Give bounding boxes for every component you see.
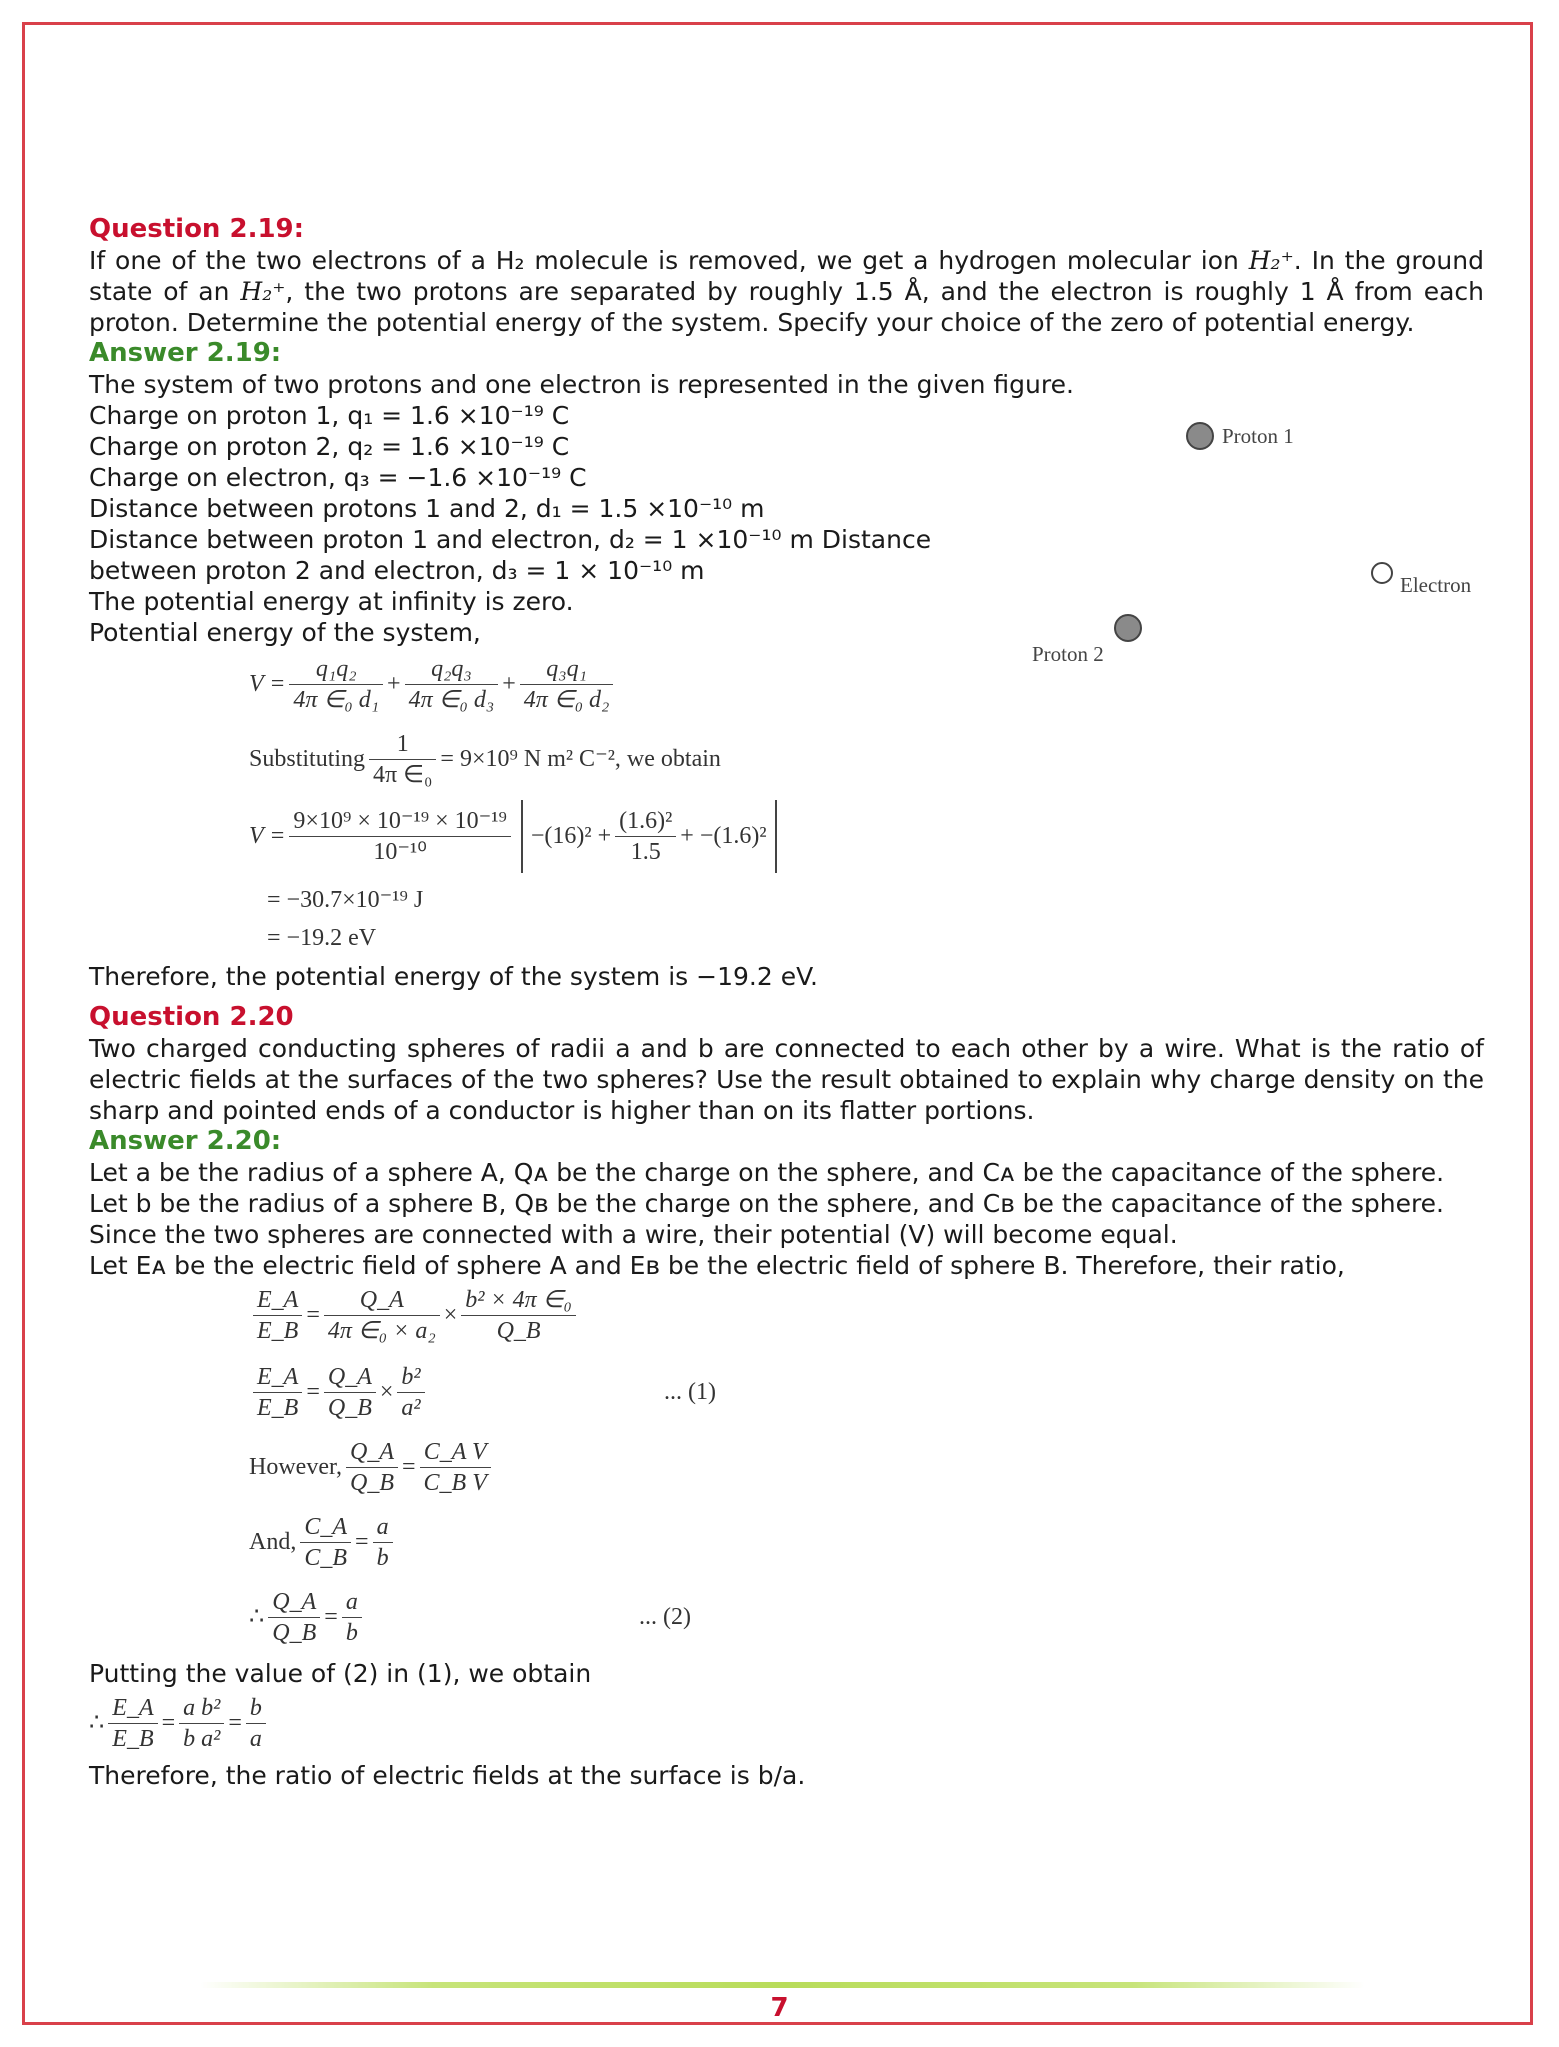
substitution-line (249, 729, 1484, 790)
frac-den: C_B (304, 1545, 348, 1571)
bracket-fraction (615, 806, 676, 867)
equals-sign: = (355, 1529, 369, 1555)
frac-num: b² (397, 1362, 424, 1393)
ratio-eq-3 (249, 1437, 1484, 1498)
frac-den: C_B V (423, 1470, 487, 1496)
equals-sign: = (402, 1454, 416, 1480)
question-2-20-text: Two charged conducting spheres of radii a and b are connected to each other by a wire. What is the ratio of electric fields at the surfaces of the two spheres? Use the result obtained to explain why charge density on the sharp and pointed ends of a conductor is higher than on its flatter portions. (89, 1034, 1484, 1125)
frac-num: Q_A (324, 1362, 376, 1393)
final-ratio-equation (89, 1693, 1484, 1754)
answer-line: between proton 2 and electron, d₃ = 1 × 10⁻¹⁰ m (89, 556, 705, 585)
footer-divider (200, 1982, 1365, 1988)
frac-num: a b² (179, 1693, 224, 1724)
subst-num: 1 (369, 729, 436, 760)
frac-den: E_B (257, 1318, 299, 1344)
answer-line: Let Eᴀ be the electric field of sphere A and Eʙ be the electric field of sphere B. Therefore, their ratio, (89, 1251, 1345, 1280)
eq2-den: 10⁻¹⁰ (373, 839, 427, 865)
frac-num: a (373, 1512, 393, 1543)
bracket-term-c: + −(1.6)² (680, 823, 767, 849)
frac-den: Q_B (496, 1318, 541, 1344)
eq2-lhs: V = (249, 823, 286, 849)
frac-num: Q_A (324, 1285, 440, 1316)
proton-1-label: Proton 1 (1222, 424, 1294, 448)
frac-den: Q_B (350, 1470, 394, 1496)
equals-sign: = (161, 1710, 176, 1736)
ratio-eq-5 (249, 1587, 1484, 1648)
term2-num: q₂q₃ (405, 654, 499, 685)
term2-den: 4π ∈₀ d₃ (408, 687, 495, 713)
eq2-coefficient (289, 806, 510, 867)
proton-2-dot (1114, 614, 1142, 642)
ratio-eq-4 (249, 1512, 1484, 1573)
frac-num: C_A (300, 1512, 351, 1543)
equation-tag-2: ... (2) (639, 1604, 691, 1630)
term1-num: q₁q₂ (289, 654, 383, 685)
answer-line: Let a be the radius of a sphere A, Qᴀ be the charge on the sphere, and Cᴀ be the capacitance of the sphere. (89, 1158, 1445, 1187)
term1-den: 4π ∈₀ d₁ (293, 687, 380, 713)
frac-den: b a² (183, 1726, 221, 1752)
result-ev: = −19.2 eV (267, 925, 377, 951)
ratio-eq-1 (249, 1285, 1484, 1346)
frac-num: a (342, 1587, 362, 1618)
electron-label: Electron (1400, 573, 1472, 597)
ion-symbol: H₂⁺ (1248, 246, 1294, 275)
result-joules: = −30.7×10⁻¹⁹ J (267, 887, 424, 913)
term3-den: 4π ∈₀ d₂ (523, 687, 610, 713)
equation-tag-1: ... (1) (664, 1379, 716, 1405)
potential-energy-equation (249, 654, 1484, 715)
term3-fraction (520, 654, 614, 715)
frac-den: 4π ∈₀ × a₂ (327, 1318, 436, 1344)
frac-num: C_A V (420, 1437, 491, 1468)
term1-fraction (289, 654, 383, 715)
eq-prefix: And, (249, 1529, 297, 1555)
subst-text: Substituting (249, 746, 366, 772)
eq-prefix: However, (249, 1454, 342, 1480)
equals-sign: = (324, 1604, 338, 1630)
subst-den: 4π ∈₀ (373, 762, 433, 788)
eq-prefix: ∴ (249, 1604, 265, 1630)
q219-text-part3: , the two protons are separated by roughly 1.5 Å, and the electron is roughly 1 Å from each proton. Determine the potential energy of the system. Specify your choice of the zero of potential energy. (89, 277, 1484, 337)
answer-line: Potential energy of the system, (89, 618, 481, 647)
equals-sign: = (306, 1302, 320, 1328)
frac-num: E_A (253, 1362, 302, 1393)
question-2-19-text (89, 245, 1484, 338)
frac-num: E_A (108, 1693, 157, 1724)
times-sign: × (379, 1379, 394, 1405)
frac-den: Q_B (327, 1395, 372, 1421)
eq-lhs: V = (249, 671, 286, 697)
answer-2-20-heading: Answer 2.20: (89, 1126, 282, 1156)
subst-fraction (369, 729, 436, 790)
term3-num: q₃q₁ (520, 654, 614, 685)
bracket-frac-num: (1.6)² (615, 806, 676, 837)
frac-num: b² × 4π ∈₀ (461, 1285, 576, 1316)
equals-sign: = (306, 1379, 320, 1405)
answer-line: Charge on proton 1, q₁ = 1.6 ×10⁻¹⁹ C (89, 401, 570, 430)
answer-2-19-heading: Answer 2.19: (89, 338, 282, 368)
subst-after: = 9×10⁹ N m² C⁻², we obtain (440, 746, 721, 772)
q219-text-part2: . In the ground state of an (89, 246, 1484, 306)
eq2-num: 9×10⁹ × 10⁻¹⁹ × 10⁻¹⁹ (289, 806, 510, 837)
plus-sign: + (387, 671, 401, 697)
ion-symbol-2: H₂⁺ (240, 277, 286, 306)
frac-den: a (249, 1726, 262, 1752)
frac-num: b (246, 1693, 266, 1724)
equals-sign: = (228, 1710, 242, 1736)
eq-prefix: ∴ (89, 1710, 105, 1736)
answer-line: The system of two protons and one electron is represented in the given figure. (89, 370, 1074, 399)
ratio-equations (249, 1285, 1484, 1648)
question-2-20-heading: Question 2.20 (89, 1002, 294, 1032)
eq2-bracket (521, 800, 777, 873)
times-sign: × (443, 1302, 458, 1328)
question-2-19-heading: Question 2.19: (89, 214, 305, 244)
term2-fraction (405, 654, 499, 715)
q219-text-part1: If one of the two electrons of a H₂ molecule is removed, we get a hydrogen molecular ion (89, 246, 1249, 275)
frac-den: b (376, 1545, 389, 1571)
frac-den: E_B (112, 1726, 154, 1752)
page-number: 7 (770, 1993, 789, 2023)
plus-sign: + (502, 671, 516, 697)
frac-num: Q_A (346, 1437, 398, 1468)
answer-2-19-conclusion: Therefore, the potential energy of the system is −19.2 eV. (89, 962, 818, 991)
answer-line: Distance between protons 1 and 2, d₁ = 1.5 ×10⁻¹⁰ m (89, 494, 765, 523)
answer-line: Charge on electron, q₃ = −1.6 ×10⁻¹⁹ C (89, 463, 587, 492)
electron-dot (1371, 562, 1393, 584)
result-lines (267, 881, 1484, 957)
page-content (89, 214, 1484, 1791)
proton-1-dot (1186, 422, 1214, 450)
answer-line: Charge on proton 2, q₂ = 1.6 ×10⁻¹⁹ C (89, 432, 570, 461)
bracket-frac-den: 1.5 (630, 839, 661, 865)
answer-line: Since the two spheres are connected with a wire, their potential (V) will become equal. (89, 1220, 1178, 1249)
ratio-eq-2 (249, 1362, 1484, 1423)
frac-num: Q_A (268, 1587, 320, 1618)
frac-num: E_A (253, 1285, 302, 1316)
proton-2-label: Proton 2 (1032, 642, 1104, 666)
frac-den: Q_B (272, 1620, 317, 1646)
putting-line: Putting the value of (2) in (1), we obtain (89, 1659, 592, 1688)
frac-den: a² (401, 1395, 421, 1421)
answer-line: Distance between proton 1 and electron, d₂ = 1 ×10⁻¹⁰ m Distance (89, 525, 932, 554)
frac-den: b (345, 1620, 358, 1646)
answer-line: The potential energy at infinity is zero. (89, 587, 574, 616)
answer-line: Let b be the radius of a sphere B, Qʙ be the charge on the sphere, and Cʙ be the capacitance of the sphere. (89, 1189, 1445, 1218)
answer-2-20-conclusion: Therefore, the ratio of electric fields at the surface is b/a. (89, 1761, 806, 1790)
frac-den: E_B (257, 1395, 299, 1421)
bracket-term-a: −(16)² + (530, 823, 612, 849)
numeric-equation (249, 800, 1484, 873)
